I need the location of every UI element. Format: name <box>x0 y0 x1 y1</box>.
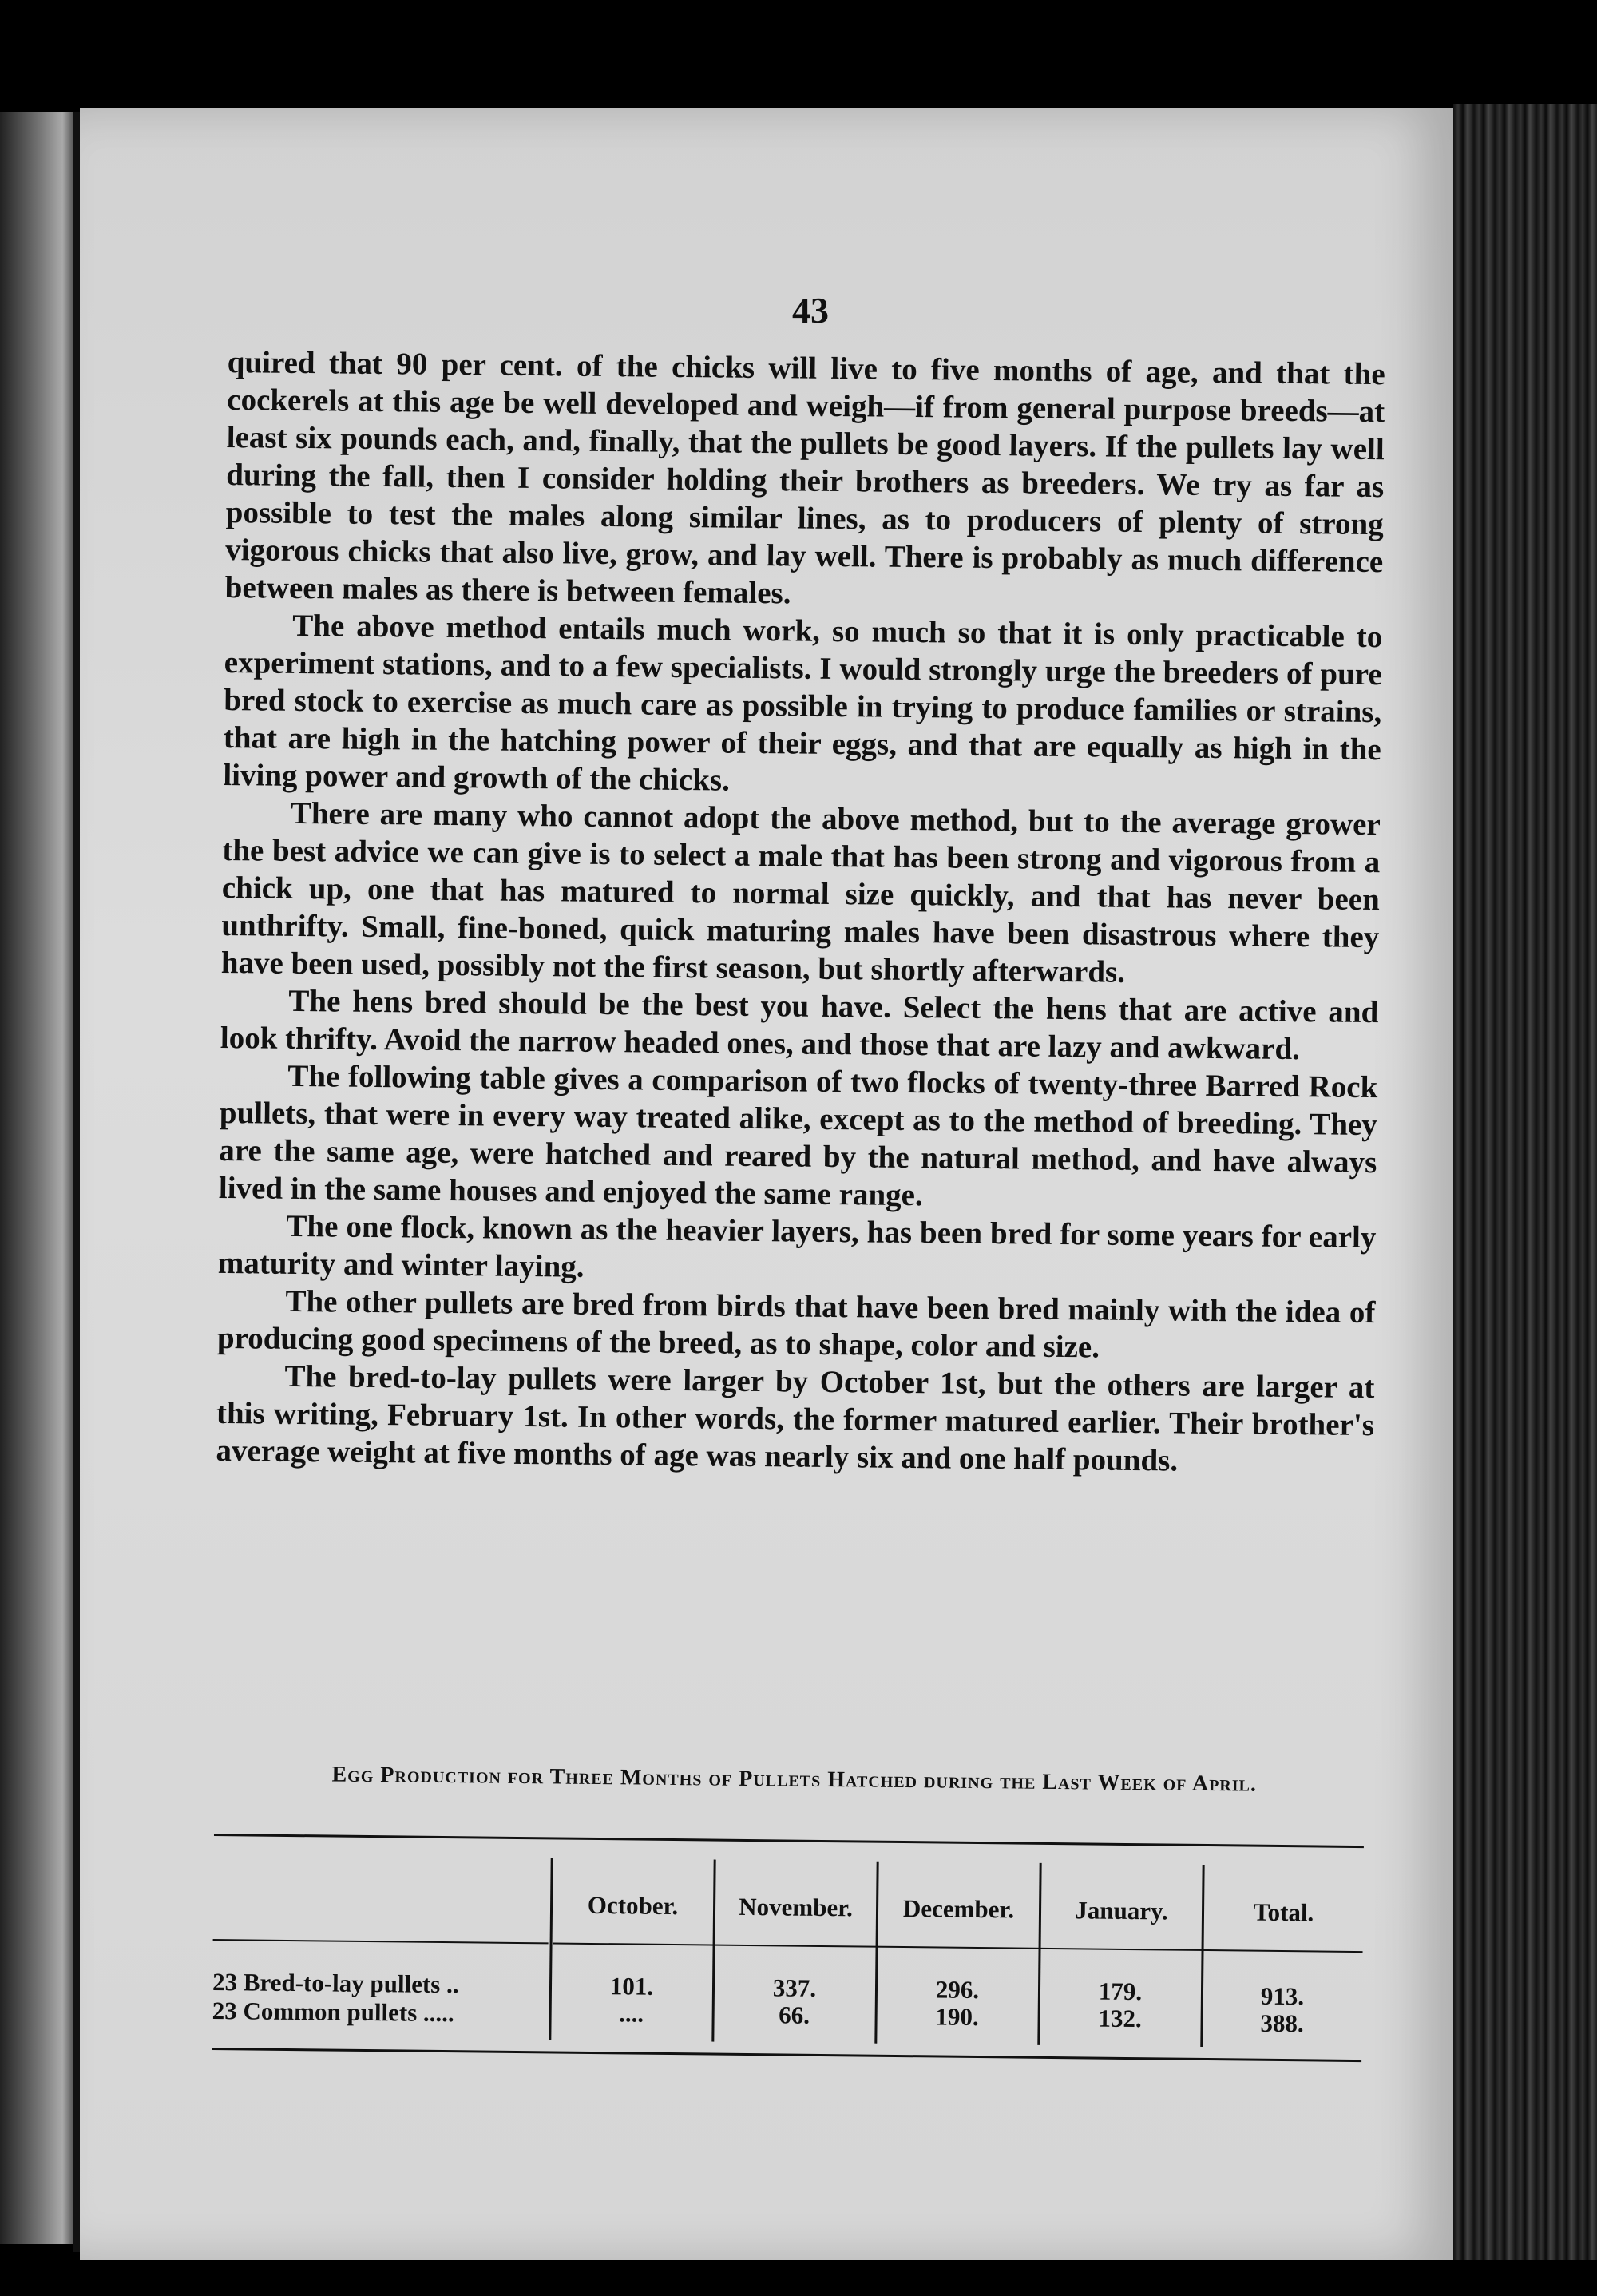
paragraph: The other pullets are bred from birds that have been bred mainly with the idea of producing good specimens of the breed, as to shape, color and size. <box>216 1283 1376 1365</box>
paragraph: The bred-to-lay pullets were larger by October 1st, but the others are larger at this writing, February 1st. In other words, the former matured earlier. Their brother's average weight at five months of age was nearly six and one half pounds. <box>216 1358 1375 1478</box>
egg-production-table <box>212 1834 1364 2061</box>
book-gutter <box>73 112 80 2252</box>
cell-bred-january: 179. <box>1098 1977 1143 2006</box>
header-december: December. <box>902 1894 1015 1924</box>
paragraph: The hens bred should be the best you have. Select the hens that are active and look thrifty. Avoid the narrow headed ones, and those that are lazy and awkward. <box>220 983 1379 1067</box>
cell-bred-december: 296. <box>935 1975 980 2005</box>
paragraph: quired that 90 per cent. of the chicks will live to five months of age, and that the cockerels at this age be well developed and weigh—if from general purpose breeds—at least six pounds each, and, finally, that the pullets be good layers. If the pullets lay well during the fall, then I consider holding their brothers as breeders. We try as far as possible to test the males along similar lines, as to producers of plenty of strong vigorous chicks that also live, grow, and lay well. There is probably as much difference between males as there is between females. <box>224 344 1385 611</box>
table-caption-text: Egg Production for Three Months of Pullets Hatched during the Last Week of April. <box>331 1762 1258 1797</box>
cell-common-january: 132. <box>1098 2004 1142 2033</box>
paragraph: The one flock, known as the heavier layers, has been bred for some years for early maturity and winter laying. <box>217 1208 1377 1284</box>
header-november: November. <box>739 1892 854 1922</box>
cell-bred-october: 101. <box>609 1972 654 2001</box>
cell-bred-november: 337. <box>772 1973 817 2002</box>
header-total: Total. <box>1253 1897 1314 1927</box>
header-january: January. <box>1075 1896 1168 1925</box>
cell-common-december: 190. <box>935 2002 979 2032</box>
body-text <box>216 343 1385 1481</box>
paragraph: The following table gives a comparison of two flocks of twenty-three Barred Rock pullets, that were in every way treated alike, except as to the method of breeding. They are the same age, were hatched and reared by the natural method, and have always lived in the same houses and enjoyed the same range. <box>218 1058 1378 1213</box>
cell-bred-total: 913. <box>1260 1981 1305 2011</box>
cell-common-october: .... <box>618 1999 644 2028</box>
facing-page-edge <box>0 112 73 2244</box>
page-stack-edge <box>1453 104 1597 2260</box>
stub-head-rule <box>213 1939 549 1944</box>
column-head-rule <box>553 1942 1363 1953</box>
page-number: 43 <box>792 290 829 331</box>
paragraph: The above method entails much work, so much so that it is only practicable to experiment stations, and to a few specialists. I would strongly urge the breeders of pure bred stock to exercise as much care as possible in trying to produce families or strains, that are high in the hatching power of their eggs, and that are equally as high in the living power and growth of the chicks. <box>223 608 1383 798</box>
row-label-common: 23 Common pullets ..... <box>212 1996 454 2028</box>
row-label-bred-to-lay: 23 Bred-to-lay pullets .. <box>212 1967 459 1999</box>
cell-common-total: 388. <box>1260 2009 1304 2038</box>
header-october: October. <box>587 1890 679 1921</box>
cell-common-november: 66. <box>779 2001 810 2029</box>
paragraph: There are many who cannot adopt the above method, but to the average grower the best advice we can give is to select a male that has been strong and vigorous from a chick up, one that has matured to normal size quickly, and that has never been unthrifty. Small, fine-boned, quick maturing males have been disastrous where they have been used, possibly not the first season, but shortly afterwards. <box>220 795 1381 989</box>
